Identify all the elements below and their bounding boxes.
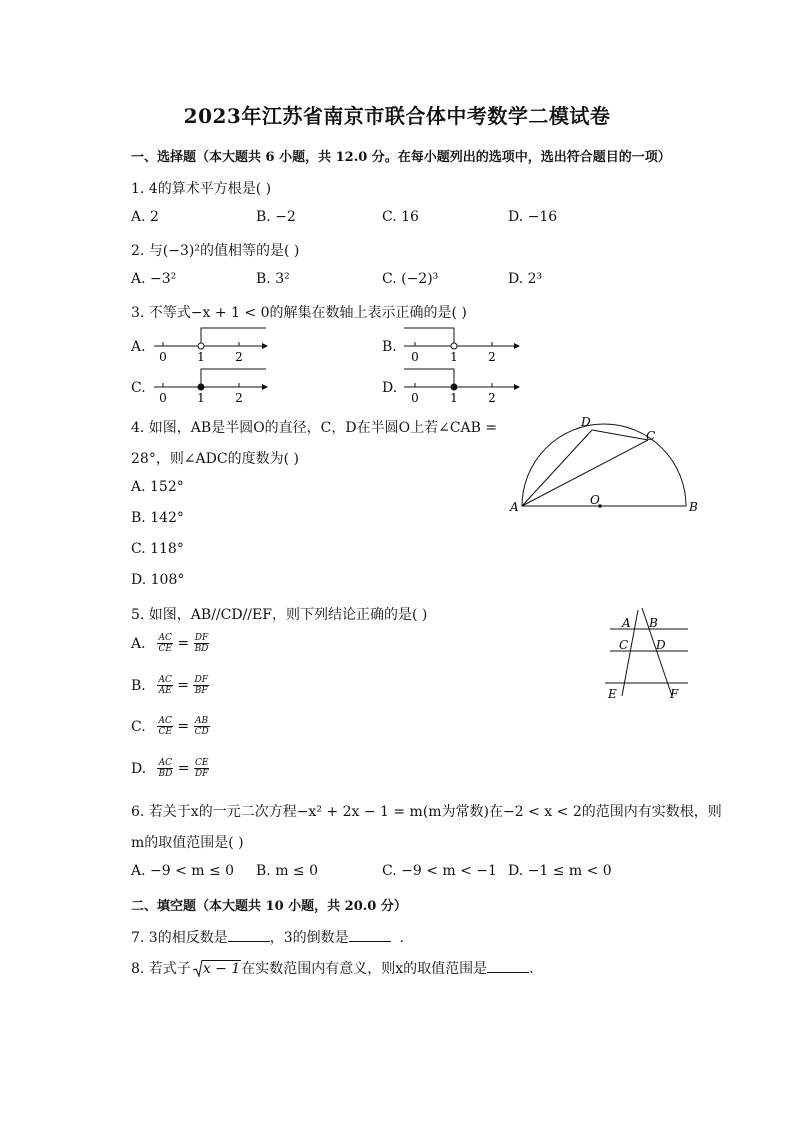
question-1-option-a[interactable]: A. 2 (131, 209, 159, 225)
svg-text:0: 0 (159, 350, 167, 364)
question-3-option-a-label[interactable]: A. (131, 339, 146, 355)
label-d: D (581, 415, 591, 429)
parallel-lines-figure (600, 604, 695, 704)
question-4-option-d[interactable]: D. 108° (131, 572, 185, 588)
svg-text:0: 0 (159, 391, 167, 405)
label-c: C (646, 429, 656, 443)
number-line-b (400, 324, 522, 364)
question-4-stem-line-2: 28°，则∠ADC的度数为( ) (131, 451, 299, 467)
svg-text:1: 1 (450, 350, 458, 364)
question-6-option-b[interactable]: B. m ≤ 0 (256, 863, 319, 879)
question-1-option-b[interactable]: B. −2 (256, 209, 296, 225)
label-a: A (510, 500, 519, 514)
label-c: C (619, 638, 629, 652)
question-2-option-b[interactable]: B. 3² (256, 271, 290, 287)
svg-text:0: 0 (411, 391, 419, 405)
question-5-option-d[interactable]: D. $\frac{AC}{BD}$ = $\frac{CE}{DF}$ (131, 758, 209, 779)
open-point (198, 343, 204, 349)
question-5-option-c[interactable]: C. $\frac{AC}{CE}$ = $\frac{AB}{CD}$ (131, 716, 209, 737)
number-line-a (150, 324, 270, 364)
question-6-stem-line-1: 6. 若关于x的一元二次方程−x² + 2x − 1 = m(m为常数)在−2 < x < 2的范围内有实数根，则 (131, 804, 722, 820)
radical-sign-icon (193, 960, 203, 978)
label-b: B (649, 616, 658, 630)
label-b: B (689, 500, 698, 514)
page-title: 2023年江苏省南京市联合体中考数学二模试卷 (183, 104, 611, 128)
label-f: F (670, 687, 679, 701)
answer-blank[interactable] (487, 960, 529, 973)
semicircle-figure (505, 412, 700, 518)
section-heading-fill: 二、填空题（本大题共 10 小题，共 20.0 分） (131, 899, 407, 914)
svg-text:2: 2 (235, 350, 243, 364)
question-5-stem: 5. 如图，AB//CD//EF，则下列结论正确的是( ) (131, 607, 428, 623)
question-3-option-d-label[interactable]: D. (382, 380, 398, 396)
question-1-option-c[interactable]: C. 16 (382, 209, 419, 225)
svg-text:1: 1 (450, 391, 458, 405)
number-line-c (150, 365, 270, 405)
question-6-option-c[interactable]: C. −9 < m < −1 (382, 863, 497, 879)
question-4-option-c[interactable]: C. 118° (131, 541, 184, 557)
question-5-option-a[interactable]: A. $\frac{AC}{CE}$ = $\frac{DF}{BD}$ (131, 633, 209, 654)
question-2-option-a[interactable]: A. −3² (131, 271, 177, 287)
label-e: E (608, 687, 617, 701)
question-4-option-a[interactable]: A. 152° (131, 479, 184, 495)
svg-text:1: 1 (197, 391, 205, 405)
label-o: O (590, 493, 600, 507)
question-1-stem: 1. 4的算术平方根是( ) (131, 181, 272, 197)
section-heading-choice: 一、选择题（本大题共 6 小题，共 12.0 分。在每小题列出的选项中，选出符合题目的一项） (131, 150, 671, 165)
question-6-option-a[interactable]: A. −9 < m ≤ 0 (131, 863, 235, 879)
sqrt-expression: x − 1 (193, 961, 241, 977)
question-1-option-d[interactable]: D. −16 (508, 209, 558, 225)
question-4-stem-line-1: 4. 如图，AB是半圆O的直径，C，D在半圆O上若∠CAB = (131, 420, 498, 436)
question-3-option-b-label[interactable]: B. (382, 339, 397, 355)
question-8: 8. 若式子 x − 1在实数范围内有意义，则x的取值范围是 . (131, 961, 534, 977)
svg-text:2: 2 (488, 350, 496, 364)
svg-text:1: 1 (197, 350, 205, 364)
open-point (451, 343, 457, 349)
label-d: D (656, 638, 666, 652)
answer-blank[interactable] (228, 929, 270, 942)
svg-text:0: 0 (411, 350, 419, 364)
question-2-option-d[interactable]: D. 2³ (508, 271, 543, 287)
answer-blank[interactable] (349, 929, 391, 942)
closed-point (198, 384, 204, 390)
label-a: A (622, 616, 631, 630)
svg-text:2: 2 (235, 391, 243, 405)
question-5-option-b[interactable]: B. $\frac{AC}{AE}$ = $\frac{DF}{BF}$ (131, 675, 208, 696)
question-2-option-c[interactable]: C. (−2)³ (382, 271, 439, 287)
number-line-d (400, 365, 522, 405)
question-3-stem: 3. 不等式−x + 1 < 0的解集在数轴上表示正确的是( ) (131, 305, 467, 321)
question-4-option-b[interactable]: B. 142° (131, 510, 184, 526)
question-7: 7. 3的相反数是 ，3的倒数是 . (131, 930, 404, 946)
question-6-option-d[interactable]: D. −1 ≤ m < 0 (508, 863, 612, 879)
svg-text:2: 2 (488, 391, 496, 405)
question-2-stem: 2. 与(−3)²的值相等的是( ) (131, 243, 300, 259)
question-6-stem-line-2: m的取值范围是( ) (131, 835, 244, 851)
question-3-option-c-label[interactable]: C. (131, 380, 146, 396)
closed-point (451, 384, 457, 390)
